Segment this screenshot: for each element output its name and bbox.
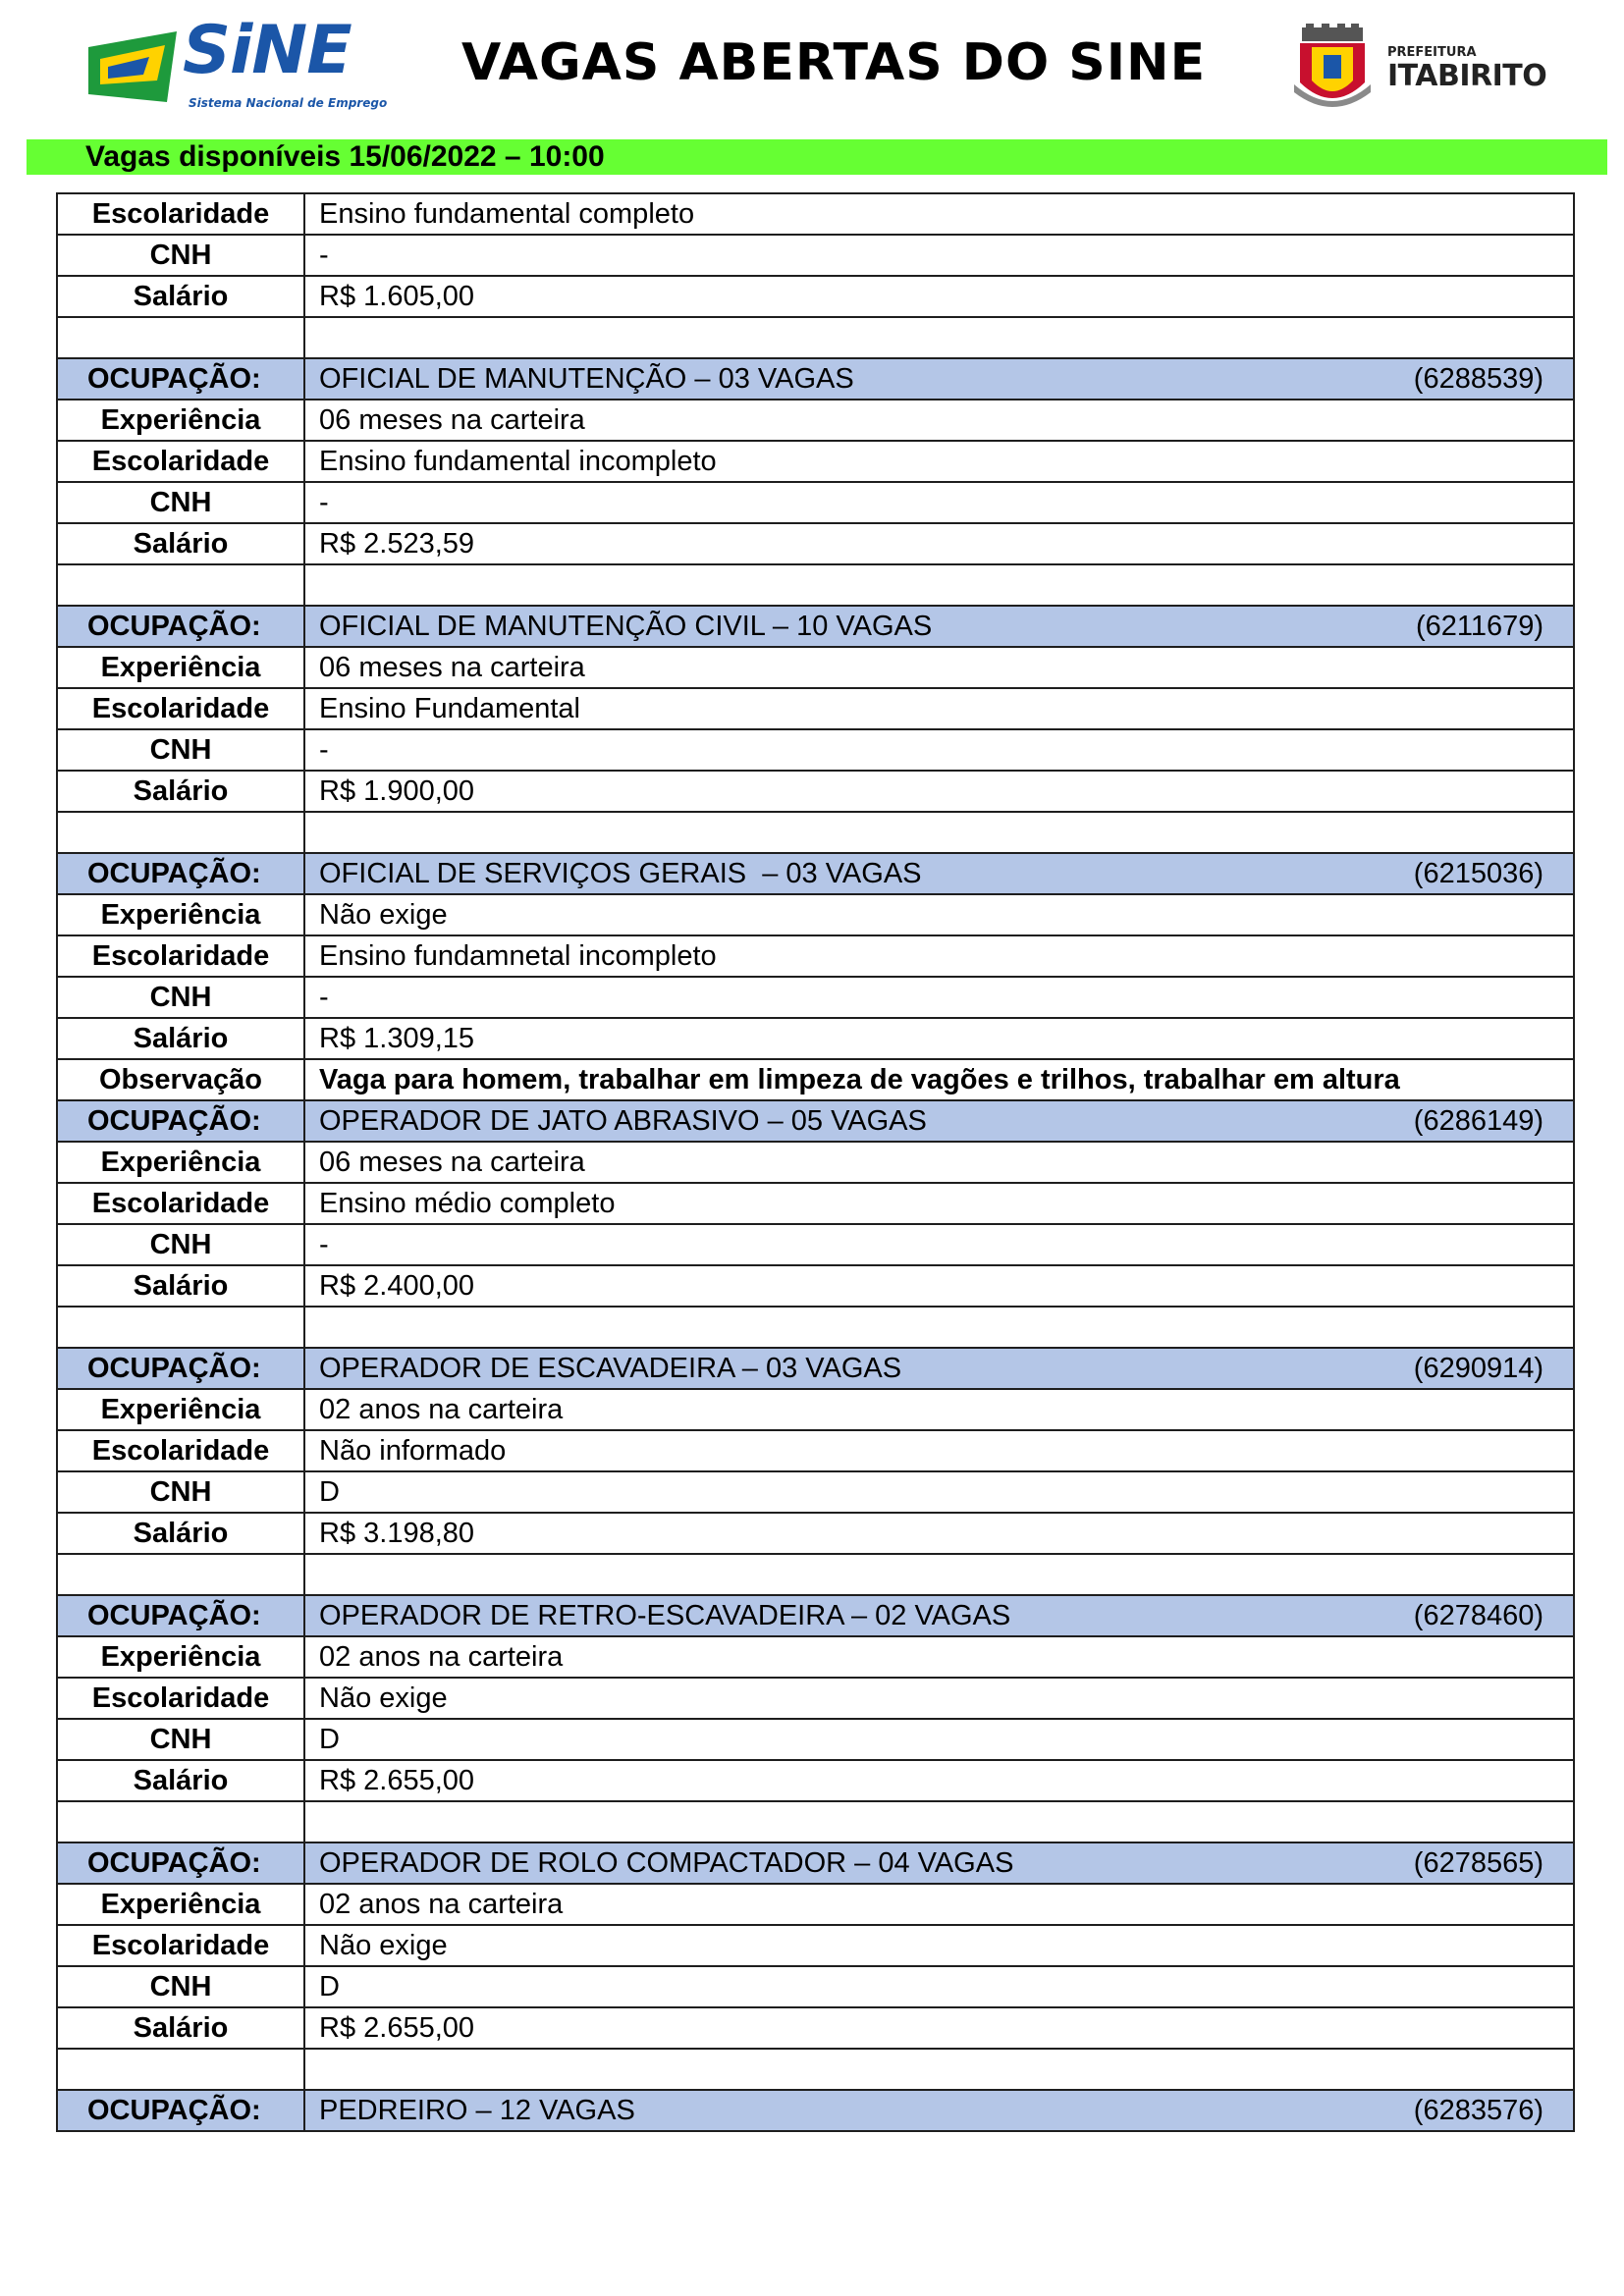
table-row: [57, 688, 1574, 729]
row-label: Escolaridade: [57, 935, 304, 977]
table-row: [57, 1678, 1574, 1719]
education-value: Ensino médio completo: [304, 1183, 1574, 1224]
table-row: [57, 1966, 1574, 2007]
table-row: [57, 1142, 1574, 1183]
row-label: Salário: [57, 1265, 304, 1307]
job-code: (6290914): [1413, 1353, 1543, 1384]
row-label: Experiência: [57, 400, 304, 441]
cnh-value: -: [304, 977, 1574, 1018]
table-row: [57, 482, 1574, 523]
table-row: [57, 1513, 1574, 1554]
row-label: Experiência: [57, 647, 304, 688]
table-row: [57, 771, 1574, 812]
job-code: (6283576): [1413, 2095, 1543, 2126]
occupation-row: [57, 853, 1574, 894]
row-label: OCUPAÇÃO:: [57, 358, 304, 400]
occupation-row: [57, 1595, 1574, 1636]
job-title: OPERADOR DE JATO ABRASIVO – 05 VAGAS: [319, 1105, 927, 1137]
spacer-row: [57, 1307, 1574, 1348]
table-row: [57, 1719, 1574, 1760]
row-label: Escolaridade: [57, 1430, 304, 1471]
sine-brand: SiNE: [183, 12, 352, 89]
spacer-row: [57, 1554, 1574, 1595]
job-code: (6211679): [1415, 611, 1543, 642]
cnh-value: -: [304, 1224, 1574, 1265]
page-title: VAGAS ABERTAS DO SINE: [461, 33, 1207, 92]
occupation-row: [57, 358, 1574, 400]
observation-value: Vaga para homem, trabalhar em limpeza de vagões e trilhos, trabalhar em altura: [304, 1059, 1574, 1100]
job-title: OFICIAL DE MANUTENÇÃO – 03 VAGAS: [319, 363, 854, 395]
row-label: CNH: [57, 977, 304, 1018]
row-label: OCUPAÇÃO:: [57, 1595, 304, 1636]
job-code: (6278565): [1413, 1847, 1543, 1879]
salary-value: R$ 1.309,15: [304, 1018, 1574, 1059]
row-label: OCUPAÇÃO:: [57, 1842, 304, 1884]
sine-subtitle: Sistema Nacional de Emprego: [189, 96, 388, 110]
row-label: OCUPAÇÃO:: [57, 2090, 304, 2131]
row-label: Experiência: [57, 1884, 304, 1925]
occupation-row: [57, 1100, 1574, 1142]
experience-value: 06 meses na carteira: [304, 647, 1574, 688]
occupation-row: [57, 1842, 1574, 1884]
spacer-row: [57, 1801, 1574, 1842]
salary-value: R$ 2.523,59: [304, 523, 1574, 564]
spacer-row: [57, 317, 1574, 358]
table-row: [57, 729, 1574, 771]
prefeitura-label: PREFEITURA: [1387, 45, 1477, 60]
row-label: Experiência: [57, 1389, 304, 1430]
job-title: PEDREIRO – 12 VAGAS: [319, 2095, 635, 2126]
table-row: [57, 1471, 1574, 1513]
row-label: OCUPAÇÃO:: [57, 1348, 304, 1389]
cnh-value: D: [304, 1471, 1574, 1513]
table-row: [57, 1925, 1574, 1966]
row-label: OCUPAÇÃO:: [57, 606, 304, 647]
job-title: OPERADOR DE ESCAVADEIRA – 03 VAGAS: [319, 1353, 902, 1384]
experience-value: Não exige: [304, 894, 1574, 935]
table-row: [57, 935, 1574, 977]
salary-value: R$ 1.900,00: [304, 771, 1574, 812]
row-label: Experiência: [57, 1636, 304, 1678]
row-label: Experiência: [57, 1142, 304, 1183]
spacer-row: [57, 564, 1574, 606]
table-row: [57, 523, 1574, 564]
table-row: [57, 441, 1574, 482]
row-label: Salário: [57, 523, 304, 564]
table-row: [57, 235, 1574, 276]
row-label: Experiência: [57, 894, 304, 935]
cnh-value: D: [304, 1966, 1574, 2007]
table-row: [57, 276, 1574, 317]
row-label: Salário: [57, 771, 304, 812]
date-banner: [27, 139, 1607, 175]
row-label: Salário: [57, 276, 304, 317]
occupation-row: [57, 2090, 1574, 2131]
education-value: Ensino fundamental completo: [304, 193, 1574, 235]
table-row: [57, 977, 1574, 1018]
row-label: Escolaridade: [57, 1183, 304, 1224]
job-title: OFICIAL DE MANUTENÇÃO CIVIL – 10 VAGAS: [319, 611, 933, 642]
table-row: [57, 1224, 1574, 1265]
table-row: [57, 894, 1574, 935]
education-value: Ensino Fundamental: [304, 688, 1574, 729]
table-row: [57, 647, 1574, 688]
row-label: Escolaridade: [57, 1678, 304, 1719]
row-label: CNH: [57, 1471, 304, 1513]
experience-value: 02 anos na carteira: [304, 1636, 1574, 1678]
job-code: (6215036): [1413, 858, 1543, 889]
table-row: [57, 1265, 1574, 1307]
cnh-value: -: [304, 729, 1574, 771]
spacer-row: [57, 812, 1574, 853]
row-label: CNH: [57, 1224, 304, 1265]
row-label: CNH: [57, 482, 304, 523]
job-title: OFICIAL DE SERVIÇOS GERAIS – 03 VAGAS: [319, 858, 922, 889]
row-label: Salário: [57, 1760, 304, 1801]
job-code: (6278460): [1413, 1600, 1543, 1631]
table-row: [57, 1760, 1574, 1801]
experience-value: 06 meses na carteira: [304, 400, 1574, 441]
row-label: OCUPAÇÃO:: [57, 1100, 304, 1142]
row-label: Observação: [57, 1059, 304, 1100]
salary-value: R$ 1.605,00: [304, 276, 1574, 317]
row-label: Salário: [57, 1513, 304, 1554]
row-label: Escolaridade: [57, 193, 304, 235]
page-header: [0, 0, 1624, 137]
occupation-row: [57, 1348, 1574, 1389]
education-value: Não exige: [304, 1678, 1574, 1719]
education-value: Ensino fundamental incompleto: [304, 441, 1574, 482]
row-label: Escolaridade: [57, 688, 304, 729]
job-title: OPERADOR DE RETRO-ESCAVADEIRA – 02 VAGAS: [319, 1600, 1011, 1631]
salary-value: R$ 2.655,00: [304, 1760, 1574, 1801]
cnh-value: -: [304, 482, 1574, 523]
table-row: [57, 1059, 1574, 1100]
row-label: Salário: [57, 1018, 304, 1059]
row-label: Escolaridade: [57, 441, 304, 482]
row-label: Salário: [57, 2007, 304, 2049]
education-value: Ensino fundamnetal incompleto: [304, 935, 1574, 977]
table-row: [57, 1430, 1574, 1471]
experience-value: 06 meses na carteira: [304, 1142, 1574, 1183]
table-row: [57, 1636, 1574, 1678]
job-code: (6286149): [1413, 1105, 1543, 1137]
job-title: OPERADOR DE ROLO COMPACTADOR – 04 VAGAS: [319, 1847, 1014, 1879]
salary-value: R$ 2.655,00: [304, 2007, 1574, 2049]
table-row: [57, 400, 1574, 441]
date-banner-text: Vagas disponíveis 15/06/2022 – 10:00: [85, 140, 605, 173]
experience-value: 02 anos na carteira: [304, 1884, 1574, 1925]
prefeitura-city: ITABIRITO: [1387, 59, 1547, 93]
salary-value: R$ 3.198,80: [304, 1513, 1574, 1554]
row-label: CNH: [57, 1966, 304, 2007]
cnh-value: D: [304, 1719, 1574, 1760]
table-row: [57, 193, 1574, 235]
row-label: CNH: [57, 729, 304, 771]
job-code: (6288539): [1413, 363, 1543, 395]
table-row: [57, 1018, 1574, 1059]
education-value: Não informado: [304, 1430, 1574, 1471]
table-row: [57, 1389, 1574, 1430]
occupation-row: [57, 606, 1574, 647]
jobs-table: [56, 192, 1575, 2132]
education-value: Não exige: [304, 1925, 1574, 1966]
row-label: OCUPAÇÃO:: [57, 853, 304, 894]
row-label: CNH: [57, 1719, 304, 1760]
spacer-row: [57, 2049, 1574, 2090]
experience-value: 02 anos na carteira: [304, 1389, 1574, 1430]
table-row: [57, 1884, 1574, 1925]
row-label: CNH: [57, 235, 304, 276]
table-row: [57, 1183, 1574, 1224]
cnh-value: -: [304, 235, 1574, 276]
salary-value: R$ 2.400,00: [304, 1265, 1574, 1307]
table-row: [57, 2007, 1574, 2049]
row-label: Escolaridade: [57, 1925, 304, 1966]
